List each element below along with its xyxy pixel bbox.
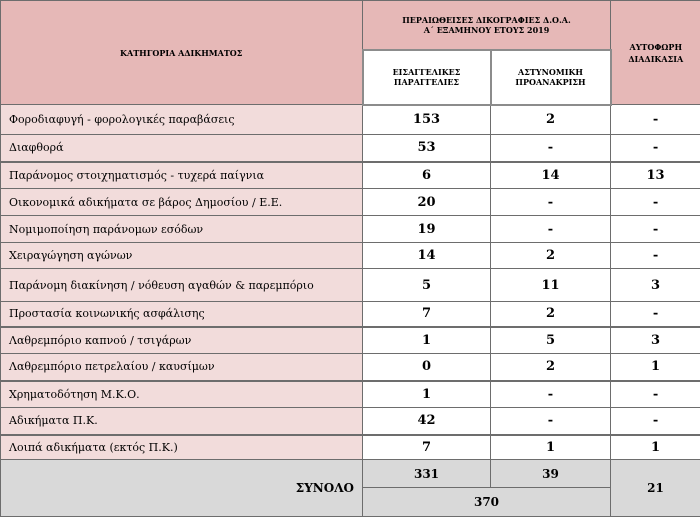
category-cell: Λαθρεμπόριο πετρελαίου / καυσίμων	[1, 354, 363, 381]
prosecutor-cell: 0	[363, 354, 491, 381]
flagrant-cell: -	[611, 135, 700, 162]
prosecutor-column-header: ΕΙΣΑΓΓΕΛΙΚΕΣ ΠΑΡΑΓΓΕΛΙΕΣ	[363, 50, 491, 105]
group-header-line2: Α΄ ΕΞΑΜΗΝΟΥ ΕΤΟΥΣ 2019	[423, 24, 550, 35]
table-row	[1, 408, 700, 435]
category-cell: Λοιπά αδικήματα (εκτός Π.Κ.)	[1, 435, 363, 460]
prosecutor-cell: 153	[363, 105, 491, 135]
flagrant-cell: -	[611, 302, 700, 327]
prosecutor-cell: 7	[363, 435, 491, 460]
police-cell: -	[491, 135, 611, 162]
table-row	[1, 105, 700, 135]
table-row	[1, 435, 700, 460]
table-row	[1, 354, 700, 381]
police-cell: -	[491, 408, 611, 435]
police-cell: -	[491, 189, 611, 216]
total-label: ΣΥΝΟΛΟ	[1, 460, 363, 517]
flagrant-cell: 1	[611, 354, 700, 381]
table-row	[1, 216, 700, 243]
police-cell: 14	[491, 162, 611, 189]
prosecutor-cell: 1	[363, 327, 491, 354]
category-cell: Οικονομικά αδικήματα σε βάρος Δημοσίου / Ε.Ε.	[1, 189, 363, 216]
prosecutor-cell: 19	[363, 216, 491, 243]
total-prosecutor: 331	[363, 460, 491, 488]
prosecutor-cell: 42	[363, 408, 491, 435]
police-cell: 1	[491, 435, 611, 460]
category-column-header: ΚΑΤΗΓΟΡΙΑ ΑΔΙΚΗΜΑΤΟΣ	[1, 1, 363, 105]
category-cell: Προστασία κοινωνικής ασφάλισης	[1, 302, 363, 327]
police-cell: 11	[491, 269, 611, 302]
category-cell: Νομιμοποίηση παράνομων εσόδων	[1, 216, 363, 243]
police-cell: 2	[491, 243, 611, 269]
prosecutor-cell: 1	[363, 381, 491, 408]
flagrant-column-label: ΑΥΤΟΦΩΡΗ ΔΙΑΔΙΚΑΣΙΑ	[628, 41, 684, 64]
flagrant-cell: -	[611, 381, 700, 408]
flagrant-cell: -	[611, 105, 700, 135]
police-cell: 2	[491, 105, 611, 135]
group-header	[363, 1, 611, 50]
police-cell: 2	[491, 302, 611, 327]
category-cell: Φοροδιαφυγή - φορολογικές παραβάσεις	[1, 105, 363, 135]
category-cell: Διαφθορά	[1, 135, 363, 162]
category-cell: Χρηματοδότηση Μ.Κ.Ο.	[1, 381, 363, 408]
category-cell: Παράνομη διακίνηση / νόθευση αγαθών & παρεμπόριο	[1, 269, 363, 302]
category-cell: Λαθρεμπόριο καπνού / τσιγάρων	[1, 327, 363, 354]
total-flagrant: 21	[611, 460, 700, 517]
group-header-line1: ΠΕΡΑΙΩΘΕΙΣΕΣ ΔΙΚΟΓΡΑΦΙΕΣ Δ.Ο.Α.	[402, 14, 571, 25]
flagrant-column-header	[611, 1, 700, 105]
table-row	[1, 135, 700, 162]
table-row	[1, 381, 700, 408]
flagrant-cell: -	[611, 243, 700, 269]
table-row	[1, 327, 700, 354]
prosecutor-cell: 20	[363, 189, 491, 216]
flagrant-cell: -	[611, 216, 700, 243]
table-body	[1, 105, 700, 460]
flagrant-cell: 1	[611, 435, 700, 460]
police-cell: -	[491, 381, 611, 408]
prosecutor-cell: 5	[363, 269, 491, 302]
table-row	[1, 189, 700, 216]
prosecutor-cell: 14	[363, 243, 491, 269]
table-row	[1, 302, 700, 327]
flagrant-cell: -	[611, 189, 700, 216]
police-column-header: ΑΣΤΥΝΟΜΙΚΗ ΠΡΟΑΝΑΚΡΙΣΗ	[491, 50, 611, 105]
total-police: 39	[491, 460, 611, 488]
category-cell: Αδικήματα Π.Κ.	[1, 408, 363, 435]
police-cell: 2	[491, 354, 611, 381]
table-row	[1, 162, 700, 189]
category-cell: Χειραγώγηση αγώνων	[1, 243, 363, 269]
prosecutor-cell: 53	[363, 135, 491, 162]
prosecutor-cell: 6	[363, 162, 491, 189]
flagrant-cell: 3	[611, 327, 700, 354]
table-row	[1, 269, 700, 302]
flagrant-cell: 3	[611, 269, 700, 302]
police-cell: -	[491, 216, 611, 243]
table-row	[1, 243, 700, 269]
category-cell: Παράνομος στοιχηματισμός - τυχερά παίγνια	[1, 162, 363, 189]
prosecutor-cell: 7	[363, 302, 491, 327]
total-combined: 370	[363, 488, 611, 517]
flagrant-cell: 13	[611, 162, 700, 189]
police-cell: 5	[491, 327, 611, 354]
flagrant-cell: -	[611, 408, 700, 435]
